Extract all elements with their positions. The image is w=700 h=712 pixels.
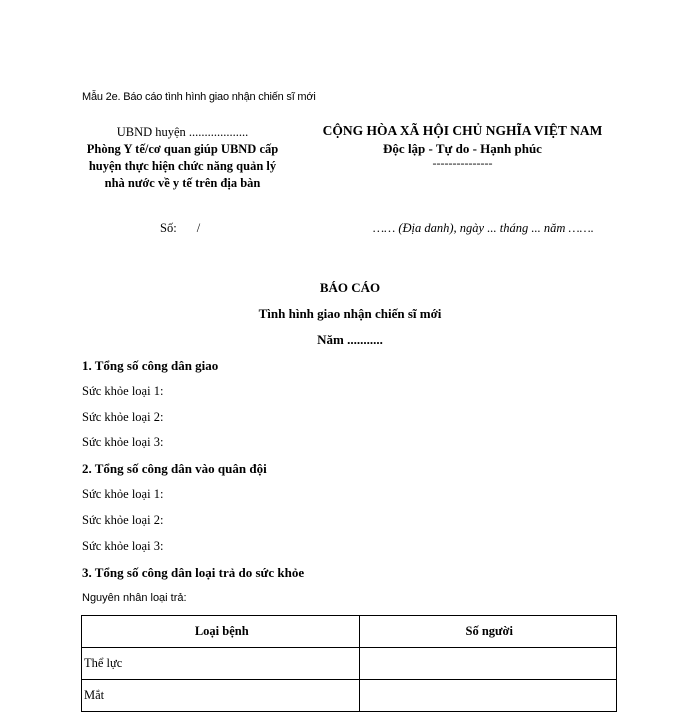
reason-label: Nguyên nhân loại trả: [82,592,187,604]
section-1-line-2: Sức khỏe loại 2: [82,410,164,424]
national-header [300,122,625,169]
disease-cell: Mắt [82,680,360,712]
header-count: Số người [360,616,617,648]
report-title: BÁO CÁO [319,280,381,295]
section-2-line-2: Sức khỏe loại 2: [82,513,164,527]
national-motto: Độc lập - Tự do - Hạnh phúc [383,141,542,156]
table-row [82,648,617,680]
issuing-authority [80,124,285,192]
report-year: Năm ........... [317,332,383,347]
count-cell [360,680,617,712]
section-2-heading: 2. Tổng số công dân vào quân đội [82,461,267,476]
department-name: Phòng Y tế/cơ quan giúp UBND cấp huyện thực hiện chức năng quản lý nhà nước về y tế trên địa bàn [86,142,279,190]
section-2-line-1: Sức khỏe loại 1: [82,487,164,501]
header-disease-type: Loại bệnh [82,616,360,648]
report-subtitle: Tình hình giao nhận chiến sĩ mới [258,306,442,321]
disease-cell: Thể lực [82,648,360,680]
section-2-line-3: Sức khỏe loại 3: [82,539,164,553]
form-code: Mẫu 2e. Báo cáo tình hình giao nhận chiến sĩ mới [82,91,316,103]
table-header-row [82,616,617,648]
nation-name: CỘNG HÒA XÃ HỘI CHỦ NGHĨA VIỆT NAM [322,123,603,138]
header-separator: --------------- [432,156,493,170]
ubnd-line: UBND huyện ................... [116,125,249,139]
document-number [160,221,200,236]
section-1-line-3: Sức khỏe loại 3: [82,435,164,449]
number-slash: / [196,221,201,235]
place-date-line: …… (Địa danh), ngày ... tháng ... năm ……. [373,221,594,235]
section-3-heading: 3. Tổng số công dân loại trả do sức khỏe [82,565,305,580]
section-1-heading: 1. Tổng số công dân giao [82,358,219,373]
table-row [82,680,617,712]
section-1-line-1: Sức khỏe loại 1: [82,384,164,398]
count-cell [360,648,617,680]
number-label: Số: [160,221,177,235]
disease-table [81,615,617,712]
